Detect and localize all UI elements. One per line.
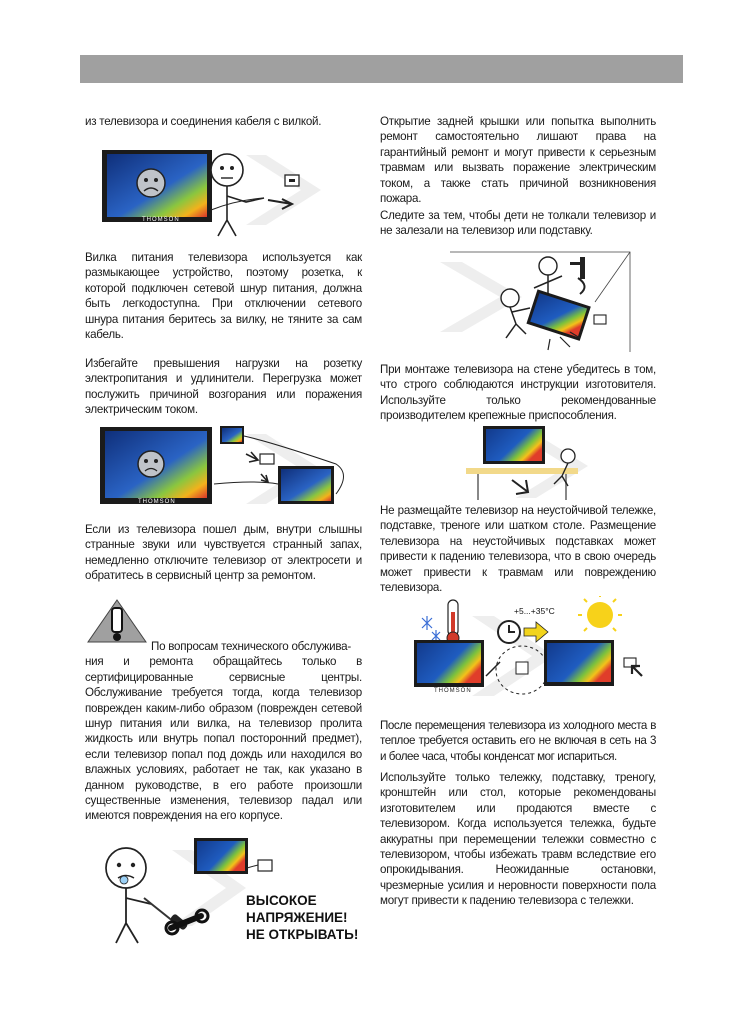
text-service: По вопросам технического обслужива- ния и ремонта обращайтесь только в сертифицированные сервисные центры. Обслуживание требуется тогда, когда телевизор поврежден каким-либо образом (поврежден сетевой шнур питания или вилка, на телевизор пролита жидкость или внутрь попал посторонний предмет), если телевизор попал под дождь или находился во влажных условиях, работает не так, как указано в данном руководстве, в его работе произошли существенные изменения, телевизор падал или имеются повреждения на его корпусе. — [85, 640, 362, 823]
illustration-temperature — [412, 596, 657, 701]
text-cover: Открытие задней крышки или попытка выполнить ремонт самостоятельно лишают права на гарантийный ремонт и могут привести к серьезным травмам или вызвать поражение электрическим током, а также стать причиной возникновения пожара. — [380, 115, 656, 206]
header-bar — [80, 55, 683, 83]
high-voltage-warning — [246, 892, 358, 943]
warning-line-2: НАПРЯЖЕНИЕ! — [246, 910, 348, 925]
text-children: Следите за тем, чтобы дети не толкали телевизор и не залезали на телевизор или подставку. — [380, 209, 656, 238]
text-plug: Вилка питания телевизора используется как размыкающее устройство, поэтому розетка, к которой подключен сетевой шнур питания, должна быть легкодоступна. При отключении сетевого шнура питания беритесь за вилку, не тяните за сам кабель. — [85, 251, 362, 342]
snowflake-icon — [422, 616, 440, 642]
text-overload: Избегайте превышения нагрузки на розетку электропитания и удлинители. Перегрузка может послужить причиной возгорания или поражения электрическим током. — [85, 357, 362, 417]
text-unstable: Не размещайте телевизор на неустойчивой тележке, подставке, треноге или шатком столе. Размещение телевизора на неустойчивых подставках может привести к падению телевизора, что в свою очередь может привести к травмам или повреждению телевизора. — [380, 504, 656, 595]
illustration-unplug-tv — [96, 140, 346, 240]
caution-triangle-icon — [86, 598, 148, 644]
illustration-overload — [96, 424, 356, 514]
illustration-children-tv — [430, 242, 640, 352]
warning-line-3: НЕ ОТКРЫВАТЬ! — [246, 927, 359, 942]
text-wall: При монтаже телевизора на стене убедитесь в том, что строго соблюдаются инструкции изготовителя. Используйте только рекомендованные производителем крепежные приспособления. — [380, 363, 656, 423]
illustration-unstable-table — [458, 424, 608, 500]
warning-line-1: ВЫСОКОЕ — [246, 893, 317, 908]
text-condensate: После перемещения телевизора из холодного места в теплое требуется оставить его не включая в сеть на 3 и более часа, чтобы конденсат мог испариться. — [380, 719, 656, 763]
text-smoke: Если из телевизора пошел дым, внутри слышны странные звуки или чувствуется странный запах, немедленно отключите телевизор от электросети и обратитесь в сервисный центр за ремонтом. — [85, 523, 362, 583]
sun-icon — [587, 602, 613, 628]
brand-logo-3: THOMSON — [434, 688, 472, 694]
temperature-range: +5...+35°C — [514, 606, 555, 616]
brand-logo-2: THOMSON — [138, 499, 176, 505]
text-cart: Используйте только тележку, подставку, треногу, кронштейн или стол, которые рекомендованы изготовителем или продаются вместе с телевизором. Когда используется тележка, будьте аккуратны при перемещении тележки совместно с телевизором, чтобы избежать травм вследствие его опрокидывания. Неожиданные остановки, чрезмерные усилия и неровности поверхности пола могут привести к падению телевизора с тележки. — [380, 771, 656, 908]
text-cable: из телевизора и соединения кабеля с вилкой. — [85, 115, 322, 128]
brand-logo: THOMSON — [142, 217, 180, 223]
